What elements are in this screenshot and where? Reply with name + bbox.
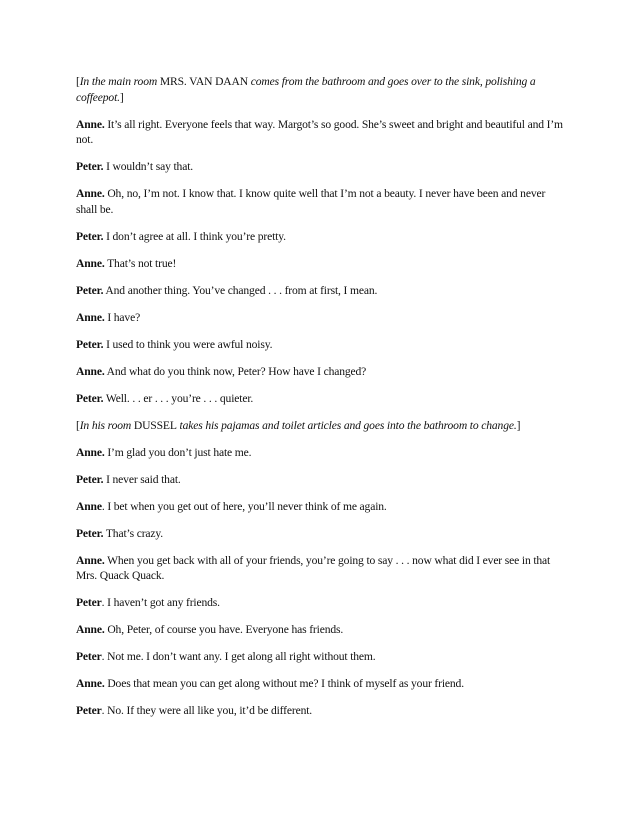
dialogue-line [76,649,566,665]
direction-italic: In the main room [79,75,160,88]
dialogue-text: Does that mean you can get along without me? I think of myself as your friend. [104,677,464,690]
dialogue-text: I never said that. [103,472,181,486]
speaker-name: Peter. [76,283,104,297]
bracket-open: [ [76,75,80,88]
speaker-name: Anne. [76,364,105,378]
dialogue-text: . No. If they were all like you, it’d be different. [101,704,313,717]
dialogue-text: That’s crazy. [103,526,164,540]
speaker-name: Anne. [76,677,105,690]
dialogue-text: Oh, Peter, of course you have. Everyone has friends. [104,623,344,636]
character-name: DUSSEL [133,418,177,432]
direction-italic: takes his pajamas and toilet articles and goes into the bathroom to change. [176,418,517,432]
dialogue-line [76,595,566,611]
dialogue-line [76,445,566,461]
speaker-name: Peter. [76,391,104,405]
speaker-name: Peter. [76,229,104,243]
direction-italic: In his room [79,418,134,432]
bracket-close: ] [516,418,521,432]
speaker-name: Anne. [76,187,105,200]
dialogue-line [76,310,566,326]
speaker-name: Anne. [76,310,105,324]
speaker-name: Peter [76,650,102,663]
speaker-name: Anne. [76,623,105,636]
dialogue-line [76,703,566,719]
speaker-name: Peter. [76,472,104,486]
speaker-name: Anne. [76,256,105,270]
speaker-name: Anne. [76,117,105,131]
dialogue-line [76,553,566,584]
stage-direction [76,418,566,434]
bracket-close: ] [119,90,124,104]
dialogue-text: When you get back with all of your friends, you’re going to say . . . now what did I ever see in that Mrs. Quack Quack. [76,553,551,582]
stage-direction [76,74,566,105]
dialogue-line [76,283,566,299]
speaker-name: Peter. [76,160,104,173]
dialogue-text: Oh, no, I’m not. I know that. I know quite well that I’m not a beauty. I never have been and never shall be. [76,187,546,216]
script-body [76,74,566,730]
dialogue-line [76,186,566,217]
speaker-name: Peter [76,704,102,717]
dialogue-text: I have? [104,310,141,324]
dialogue-line [76,391,566,407]
speaker-name: Anne. [76,553,105,567]
dialogue-text: . Not me. I don’t want any. I get along all right without them. [101,650,376,663]
dialogue-line [76,676,566,692]
speaker-name: Peter. [76,337,104,351]
speaker-name: Peter. [76,526,104,540]
dialogue-line [76,526,566,542]
dialogue-text: I’m glad you don’t just hate me. [104,445,252,459]
dialogue-text: . I haven’t got any friends. [101,596,220,609]
speaker-name: Anne [76,499,102,513]
dialogue-text: . I bet when you get out of here, you’ll never think of me again. [101,499,387,513]
dialogue-line [76,117,566,148]
dialogue-text: I don’t agree at all. I think you’re pretty. [103,229,286,243]
speaker-name: Anne. [76,445,105,459]
dialogue-text: That’s not true! [104,256,177,270]
dialogue-line [76,364,566,380]
dialogue-line [76,256,566,272]
dialogue-text: I used to think you were awful noisy. [103,337,273,351]
dialogue-line [76,622,566,638]
dialogue-text: And another thing. You’ve changed . . . from at first, I mean. [103,283,378,297]
dialogue-text: And what do you think now, Peter? How have I changed? [104,364,367,378]
dialogue-line [76,159,566,175]
dialogue-text: Well. . . er . . . you’re . . . quieter. [103,391,254,405]
dialogue-line [76,337,566,353]
dialogue-text: It’s all right. Everyone feels that way. Margot’s so good. She’s sweet and bright and beautiful and I’m not. [76,117,563,146]
speaker-name: Peter [76,596,102,609]
bracket-open: [ [76,418,80,432]
character-name: MRS. VAN DAAN [159,75,248,88]
dialogue-line [76,472,566,488]
dialogue-text: I wouldn’t say that. [103,160,194,173]
dialogue-line [76,229,566,245]
direction-italic: comes from the bathroom and goes over to the sink, polishing a coffeepot. [76,75,536,104]
dialogue-line [76,499,566,515]
